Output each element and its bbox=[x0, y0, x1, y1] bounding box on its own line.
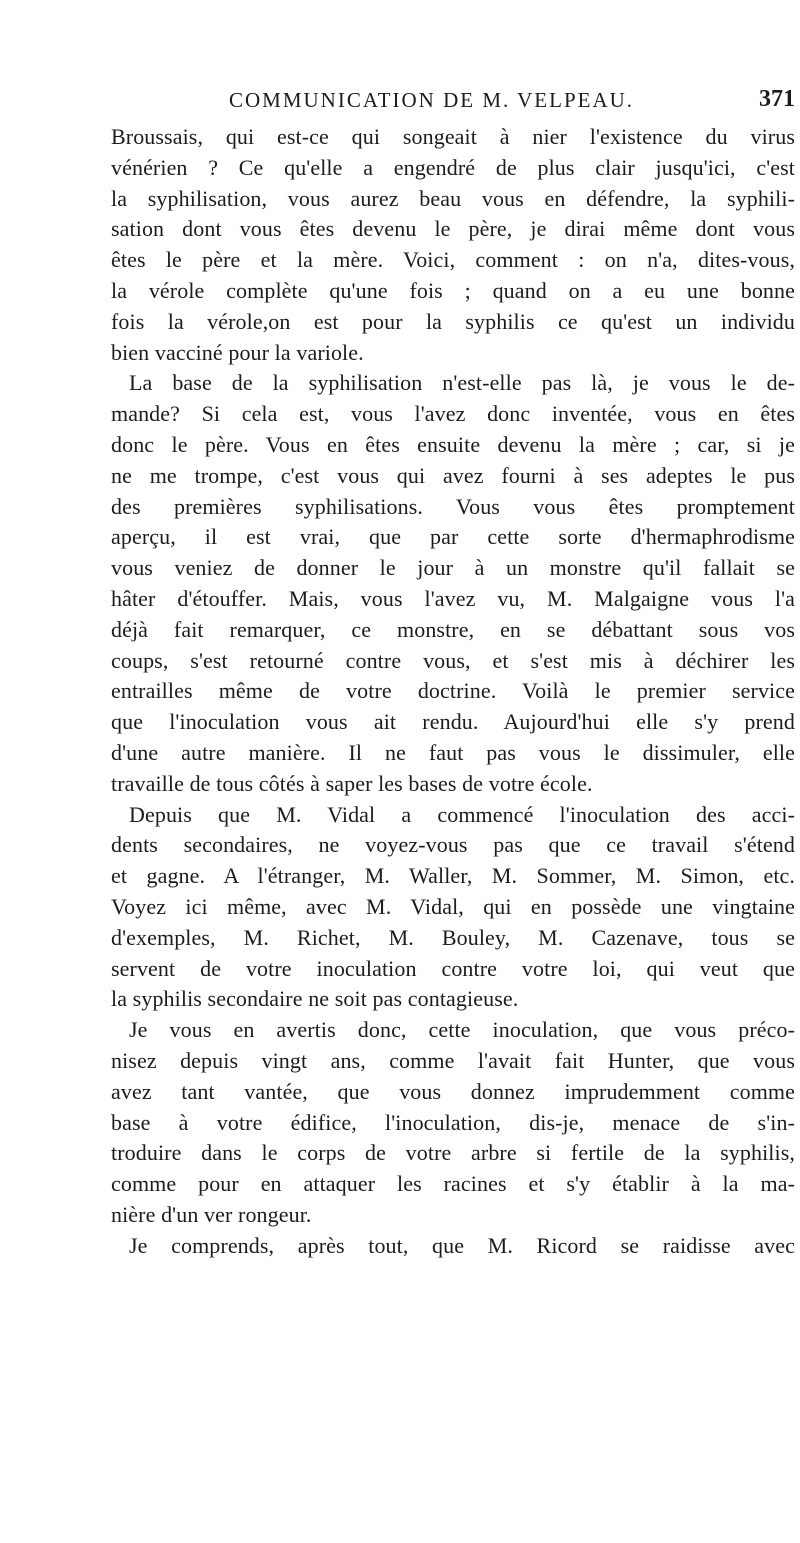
text-line: bien vacciné pour la variole. bbox=[111, 339, 364, 365]
text-line: la vérole complète qu'une fois ; quand on a eu une bonne bbox=[111, 277, 795, 303]
text-line: sation dont vous êtes devenu le père, je dirai même dont vous bbox=[111, 216, 795, 242]
book-page bbox=[111, 88, 795, 1261]
running-head-title: COMMUNICATION DE M. VELPEAU. bbox=[229, 88, 635, 112]
text-line: avez tant vantée, que vous donnez imprudemment comme bbox=[111, 1078, 795, 1104]
text-line: entrailles même de votre doctrine. Voilà le premier service bbox=[111, 678, 795, 704]
text-line: des premières syphilisations. Vous vous êtes promptement bbox=[111, 493, 795, 519]
text-line: Voyez ici même, avec M. Vidal, qui en possède une vingtaine bbox=[111, 893, 795, 919]
text-line: aperçu, il est vrai, que par cette sorte d'hermaphrodisme bbox=[111, 524, 795, 550]
text-line: nisez depuis vingt ans, comme l'avait fait Hunter, que vous bbox=[111, 1047, 795, 1073]
text-line: ne me trompe, c'est vous qui avez fourni à ses adeptes le pus bbox=[111, 462, 795, 488]
text-line: mande? Si cela est, vous l'avez donc inventée, vous en êtes bbox=[111, 401, 795, 427]
text-line: dents secondaires, ne voyez-vous pas que ce travail s'étend bbox=[111, 832, 795, 858]
text-line: vénérien ? Ce qu'elle a engendré de plus clair jusqu'ici, c'est bbox=[111, 154, 795, 180]
text-line: nière d'un ver rongeur. bbox=[111, 1201, 312, 1227]
text-line: travaille de tous côtés à saper les bases de votre école. bbox=[111, 770, 593, 796]
page-number: 371 bbox=[759, 86, 795, 112]
body-text bbox=[111, 122, 795, 1261]
text-line: déjà fait remarquer, ce monstre, en se débattant sous vos bbox=[111, 616, 795, 642]
text-line: que l'inoculation vous ait rendu. Aujourd'hui elle s'y prend bbox=[111, 709, 795, 735]
running-head bbox=[111, 88, 795, 122]
text-line: la syphilisation, vous aurez beau vous en défendre, la syphili- bbox=[111, 185, 795, 211]
text-line: fois la vérole,on est pour la syphilis ce qu'est un individu bbox=[111, 308, 795, 334]
text-line: troduire dans le corps de votre arbre si fertile de la syphilis, bbox=[111, 1140, 795, 1166]
text-line: êtes le père et la mère. Voici, comment : on n'a, dites-vous, bbox=[111, 247, 795, 273]
text-line: Je comprends, après tout, que M. Ricord se raidisse avec bbox=[129, 1232, 795, 1258]
text-line: Je vous en avertis donc, cette inoculation, que vous préco- bbox=[129, 1017, 795, 1043]
text-line: d'une autre manière. Il ne faut pas vous le dissimuler, elle bbox=[111, 739, 795, 765]
text-line: et gagne. A l'étranger, M. Waller, M. Sommer, M. Simon, etc. bbox=[111, 863, 795, 889]
text-line: base à votre édifice, l'inoculation, dis-je, menace de s'in- bbox=[111, 1109, 795, 1135]
text-line: comme pour en attaquer les racines et s'y établir à la ma- bbox=[111, 1171, 795, 1197]
text-line: d'exemples, M. Richet, M. Bouley, M. Cazenave, tous se bbox=[111, 924, 795, 950]
text-line: Depuis que M. Vidal a commencé l'inoculation des acci- bbox=[129, 801, 795, 827]
text-line: la syphilis secondaire ne soit pas contagieuse. bbox=[111, 986, 519, 1012]
text-line: servent de votre inoculation contre votre loi, qui veut que bbox=[111, 955, 795, 981]
text-line: donc le père. Vous en êtes ensuite devenu la mère ; car, si je bbox=[111, 431, 795, 457]
text-line: hâter d'étouffer. Mais, vous l'avez vu, M. Malgaigne vous l'a bbox=[111, 585, 795, 611]
text-line: vous veniez de donner le jour à un monstre qu'il fallait se bbox=[111, 555, 795, 581]
text-line: Broussais, qui est-ce qui songeait à nier l'existence du virus bbox=[111, 124, 795, 149]
text-line: coups, s'est retourné contre vous, et s'est mis à déchirer les bbox=[111, 647, 795, 673]
text-line: La base de la syphilisation n'est-elle pas là, je vous le de- bbox=[129, 370, 795, 396]
